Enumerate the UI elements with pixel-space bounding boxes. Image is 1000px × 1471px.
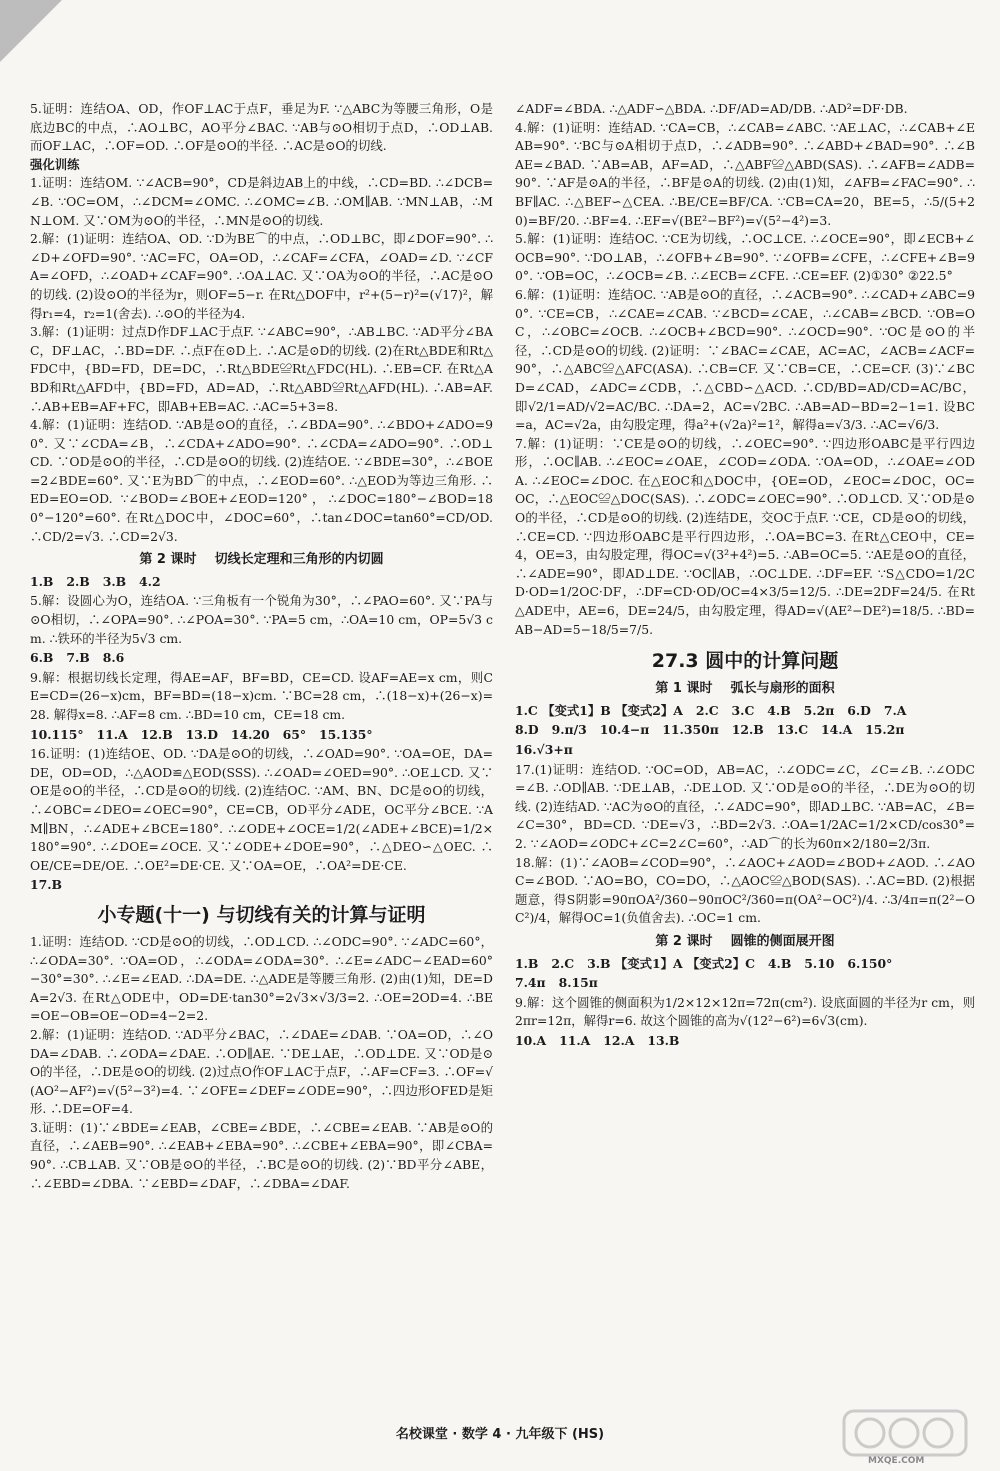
subsection-title: 强化训练 bbox=[30, 156, 80, 172]
answer-line: 10.115° 11.A 12.B 13.D 14.20 65° 15.135° bbox=[30, 726, 373, 742]
answer-item: 4.解：(1)证明：连结OD. ∵AB是⊙O的直径，∴∠BDA=90°. ∴∠BDO+∠ADO=90°. 又∵∠CDA=∠B，∴∠CDA+∠ADO=90°. ∴∠CDA=∠ADO=90°. ∴OD⊥CD. ∵OD是⊙O的半径，∴CD是⊙O的切线. (2)连结OE. ∵∠BDE=30°，∴∠BOE=2∠BDE=60°. 又∵E为BD⌒的中点，∴∠EOD=60°. ∴△EOD为等边三角形. ∴ED=EO=OD. ∵∠BOD=∠BOE+∠EOD=120°，∴∠DOC=180°−∠BOD=180°−120°=60°. 在Rt△DOC中，∠DOC=60°，∴tan∠DOC=tan60°=CD/OD. ∴CD/2=√3. ∴CD=2√3. bbox=[30, 417, 493, 544]
lesson-title: 第 2 课时 圆锥的侧面展开图 bbox=[655, 933, 835, 949]
stamp-text: MXQE.COM bbox=[868, 1456, 925, 1466]
right-column bbox=[515, 100, 975, 1052]
answer-item: 2.解：(1)证明：连结OA、OD. ∵D为BE⌒的中点，∴OD⊥BC，即∠DOF=90°. ∴∠D+∠OFD=90°. ∵AC=FC，OA=OD，∴∠CAF=∠CFA，∠OAD=∠D. ∵∠CFA=∠OFD，∴∠OAD+∠CAF=90°. ∴OA⊥AC. 又∵OA为⊙O的半径，∴AC是⊙O的切线. (2)设⊙O的半径为r，则OF=5−r. 在Rt△DOF中，r²+(5−r)²=(√17)²，解得r₁=4，r₂=1(舍去). ∴⊙O的半径为4. bbox=[30, 231, 493, 321]
answer-item: 1.证明：连结OD. ∵CD是⊙O的切线，∴OD⊥CD. ∴∠ODC=90°. ∵∠ADC=60°，∴∠ODA=30°. ∵OA=OD，∴∠ODA=∠ODA=30°. ∴∠E=∠ADC−∠EAD=60°−30°=30°. ∴∠E=∠EAD. ∴DA=DE. ∴△ADE是等腰三角形. (2)由(1)知，DE=DA=2√3. 在Rt△ODE中，OD=DE·tan30°=2√3×√3/3=2. ∴OE=2OD=4. ∴BE=OE−OB=OE−OD=4−2=2. bbox=[30, 933, 493, 1024]
answer-line: 1.C 【变式1】B 【变式2】A 2.C 3.C 4.B 5.2π 6.D 7.A bbox=[515, 702, 907, 718]
answer-item: 5.证明：连结OA、OD，作OF⊥AC于点F，垂足为F. ∵△ABC为等腰三角形，O是底边BC的中点，∴AO⊥BC，AO平分∠BAC. ∵AB与⊙O相切于点D，∴OD⊥AB. 而OF⊥AC，∴OF=OD. ∴OF是⊙O的半径. ∴AC是⊙O的切线. bbox=[30, 101, 493, 154]
section-title: 27.3 圆中的计算问题 bbox=[651, 650, 839, 673]
answer-item: 9.解：根据切线长定理，得AE=AF，BF=BD，CE=CD. 设AF=AE=x cm，则CE=CD=(26−x)cm，BF=BD=(18−x)cm. ∵BC=28 cm，∴(18−x)+(26−x)=28. 解得x=8. ∴AF=8 cm. ∴BD=10 cm，CE=18 cm. bbox=[30, 669, 493, 722]
answer-line: 16.√3+π bbox=[515, 742, 573, 757]
answer-item: 18.解：(1)∵∠AOB=∠COD=90°，∴∠AOC+∠AOD=∠BOD+∠AOD. ∴∠AOC=∠BOD. ∵AO=BO，CO=DO，∴△AOC≌△BOD(SAS). ∴AC=BD. (2)根据题意，得S阴影=90πOA²/360−90πOC²/360=π(OA²−OC²)/4. ∴3/4π=π(2²−OC²)/4，解得OC=1(负值舍去). ∴OC=1 cm. bbox=[515, 854, 975, 926]
answer-item: 3.证明：(1)∵∠BDE=∠EAB，∠CBE=∠BDE，∴∠CBE=∠EAB. ∵AB是⊙O的直径，∴∠AEB=90°. ∴∠EAB+∠EBA=90°. ∴∠CBE+∠EBA=90°，即∠CBA=90°. ∴CB⊥AB. 又∵OB是⊙O的半径，∴BC是⊙O的切线. (2)∵BD平分∠ABE，∴∠EBD=∠DBA. ∵∠EBD=∠DAF，∴∠DBA=∠DAF. bbox=[30, 1119, 493, 1191]
answer-item: 1.证明：连结OM. ∵∠ACB=90°，CD是斜边AB上的中线，∴CD=BD. ∴∠DCB=∠B. ∵OC=OM，∴∠DCM=∠OMC. ∴∠OMC=∠B. ∴OM∥AB. ∵MN⊥AB，∴MN⊥OM. 又∵OM为⊙O的半径，∴MN是⊙O的切线. bbox=[30, 175, 493, 228]
page-footer: 名校课堂 · 数学 4 · 九年级下 (HS) bbox=[395, 1427, 605, 1442]
lesson-title: 第 1 课时 弧长与扇形的面积 bbox=[655, 681, 835, 697]
left-column bbox=[30, 100, 493, 1193]
topic-title: 小专题(十一) 与切线有关的计算与证明 bbox=[97, 903, 426, 926]
answer-line: 10.A 11.A 12.A 13.B bbox=[515, 1032, 680, 1048]
answer-line: 17.B bbox=[30, 877, 63, 893]
answer-line: 8.D 9.π/3 10.4−π 11.350π 12.B 13.C 14.A 15.2π bbox=[515, 722, 905, 738]
answer-item: 16.证明：(1)连结OE、OD. ∵DA是⊙O的切线，∴∠OAD=90°. ∵OA=OE，DA=DE，OD=OD，∴△AOD≌△EOD(SSS). ∴∠OAD=∠OED=90°. ∴OE⊥CD. 又∵OE是⊙O的半径，∴CD是⊙O的切线. (2)连结OC. ∵AM、BN、DC是⊙O的切线，∴∠OBC=∠DEO=∠OEC=90°，CE=CB，OD平分∠ADE，OC平分∠BCE. ∵AM∥BN，∴∠ADE+∠BCE=180°. ∴∠ODE+∠OCE=1/2(∠ADE+∠BCE)=1/2×180°=90°. ∴∠DOE=∠OCE. 又∵∠ODE+∠DOE=90°，∴△DEO∽△OEC. ∴OE/CE=DE/OE. ∴OE²=DE·CE. 又∵OA=OE，∴OA²=DE·CE. bbox=[30, 746, 493, 873]
answer-item: 9.解：这个圆锥的侧面积为1/2×12×12π=72π(cm²). 设底面圆的半径为r cm，则2πr=12π，解得r=6. 故这个圆锥的高为√(12²−6²)=6√3(cm). bbox=[515, 994, 975, 1029]
answer-item: 4.解：(1)证明：连结AD. ∵CA=CB，∴∠CAB=∠ABC. ∵AE⊥AC，∴∠CAB+∠EAB=90°. ∵BC与⊙A相切于点D，∴∠ADB=90°. ∴∠ABD+∠BAD=90°. ∴∠BAE=∠BAD. ∵AB=AB，AF=AD，∴△ABF≌△ABD(SAS). ∴∠AFB=∠ADB=90°. ∵AF是⊙A的半径，∴BF是⊙A的切线. (2)由(1)知，∠AFB=∠FAC=90°. ∴BF∥AC. ∴△BEF∽△CEA. ∴BE/CE=BF/CA. ∵CB=CA=20，BE=5，∴5/(5+20)=BF/20. ∴BF=4. ∴EF=√(BE²−BF²)=√(5²−4²)=3. bbox=[515, 119, 975, 228]
answer-item: 2.解：(1)证明：连结OD. ∵AD平分∠BAC，∴∠DAE=∠DAB. ∵OA=OD，∴∠ODA=∠DAB. ∴∠ODA=∠DAE. ∴OD∥AE. ∵DE⊥AE，∴OD⊥DE. 又∵OD是⊙O的半径，∴DE是⊙O的切线. (2)过点O作OF⊥AC于点F，∴AF=CF=3. ∴OF=√(AO²−AF²)=√(5²−3²)=4. ∵∠OFE=∠DEF=∠ODE=90°，∴四边形OFED是矩形. ∴DE=OF=4. bbox=[30, 1026, 493, 1117]
answer-item: 5.解：设圆心为O，连结OA. ∵三角板有一个锐角为30°，∴∠PAO=60°. 又∵PA与⊙O相切，∴∠OPA=90°. ∴∠POA=30°. ∵PA=5 cm，∴OA=10 cm，OP=5√3 cm. ∴铁环的半径为5√3 cm. bbox=[30, 593, 493, 646]
answer-item: 17.(1)证明：连结OD. ∵OC=OD，AB=AC，∴∠ODC=∠C，∠C=∠B. ∴∠ODC=∠B. ∴OD∥AB. ∵DE⊥AB，∴DE⊥OD. 又∵OD是⊙O的半径，∴DE为⊙O的切线. (2)连结AD. ∵AC为⊙O的直径，∴∠ADC=90°，即AD⊥BC. ∵AB=AC，∠B=∠C=30°，BD=CD. ∵DE=√3，∴BD=2√3. ∴OA=1/2AC=1/2×CD/cos30°=2. ∵∠AOD=∠ODC+∠C=2∠C=60°，∴AD⌒的长为60π×2/180=2/3π. bbox=[515, 761, 975, 851]
answer-item: 3.解：(1)证明：过点D作DF⊥AC于点F. ∵∠ABC=90°，∴AB⊥BC. ∵AD平分∠BAC，DF⊥AC，∴BD=DF. ∴点F在⊙D上. ∴AC是⊙D的切线. (2)在Rt△BDE和Rt△FDC中，{BD=FD，DE=DC，∴Rt△BDE≌Rt△FDC(HL). ∴EB=CF. 在Rt△ABD和Rt△AFD中，{BD=FD，AD=AD，∴Rt△ABD≌Rt△AFD(HL). ∴AB=AF. ∴AB+EB=AF+FC，即AB+EB=AC. ∴AC=5+3=8. bbox=[30, 324, 493, 414]
answer-line: 1.B 2.C 3.B 【变式1】A 【变式2】C 4.B 5.10 6.150° bbox=[515, 955, 893, 971]
answer-line: 1.B 2.B 3.B 4.2 bbox=[30, 573, 161, 589]
lesson-title: 第 2 课时 切线长定理和三角形的内切圆 bbox=[139, 552, 384, 568]
answer-item: 7.解：(1)证明：∵CE是⊙O的切线，∴∠OEC=90°. ∵四边形OABC是平行四边形，∴OC∥AB. ∴∠EOC=∠OAE，∠COD=∠ODA. ∵OA=OD，∴∠OAE=∠ODA. ∴∠EOC=∠DOC. 在△EOC和△DOC中，{OE=OD，∠EOC=∠DOC，OC=OC，∴△EOC≌△DOC(SAS). ∴∠ODC=∠OEC=90°. ∴OD⊥CD. 又∵OD是⊙O的半径，∴CD是⊙O的切线. (2)连结DE，交OC于点F. ∵CE，CD是⊙O的切线，∴CE=CD. ∵四边形OABC是平行四边形，∴OA=BC=3. 在Rt△CEO中，CE=4，OE=3，由勾股定理，得OC=√(3²+4²)=5. ∴AB=OC=5. ∵AE是⊙O的直径，∴∠ADE=90°，即AD⊥DE. ∵OC∥AB，∴OC⊥DE. ∴DF=EF. ∵S△CDO=1/2CD·OD=1/2OC·DF，∴DF=CD·OD/OC=4×3/5=12/5. ∴DE=2DF=24/5. 在Rt△ADE中，AE=6，DE=24/5，由勾股定理，得AD=√(AE²−DE²)=18/5. ∴BD=AB−AD=5−18/5=7/5. bbox=[515, 435, 975, 637]
answer-item: 6.解：(1)证明：连结OC. ∵AB是⊙O的直径，∴∠ACB=90°. ∴∠CAD+∠ABC=90°. ∵CE=CB，∴∠CAE=∠CAB. ∵∠BCD=∠CAE，∴∠CAB=∠BCD. ∵OB=OC，∴∠OBC=∠OCB. ∴∠OCB+∠BCD=90°. ∴∠OCD=90°. ∵OC是⊙O的半径，∴CD是⊙O的切线. (2)证明：∵∠BAC=∠CAE，AC=AC，∠ACB=∠ACF=90°，∴△ABC≌△AFC(ASA). ∴CB=CF. 又∵CB=CE，∴CE=CF. (3)∵∠BCD=∠CAD，∠ADC=∠CDB，∴△CBD∽△ACD. ∴CD/BD=AD/CD=AC/BC，即√2/1=AD/√2=AC/BC. ∴DA=2，AC=√2BC. ∴AB=AD−BD=2−1=1. 设BC=a，AC=√2a，由勾股定理，得a²+(√2a)²=1²，解得a=√3/3. ∴AC=√6/3. bbox=[515, 286, 975, 433]
answer-item: 5.解：(1)证明：连结OC. ∵CE为切线，∴OC⊥CE. ∴∠OCE=90°，即∠ECB+∠OCB=90°. ∵DO⊥AB，∴∠OFB+∠B=90°. ∵∠OFB=∠CFE，∴∠CFE+∠B=90°. ∵OB=OC，∴∠OCB=∠B. ∴∠ECB=∠CFE. ∴CE=EF. (2)①30° ②22.5° bbox=[515, 231, 975, 284]
answer-line: 7.4π 8.15π bbox=[515, 975, 598, 991]
answer-line: 6.B 7.B 8.6 bbox=[30, 650, 125, 666]
page-corner-fold bbox=[0, 0, 62, 62]
answer-item: ∠ADF=∠BDA. ∴△ADF∽△BDA. ∴DF/AD=AD/DB. ∴AD²=DF·DB. bbox=[515, 101, 908, 116]
